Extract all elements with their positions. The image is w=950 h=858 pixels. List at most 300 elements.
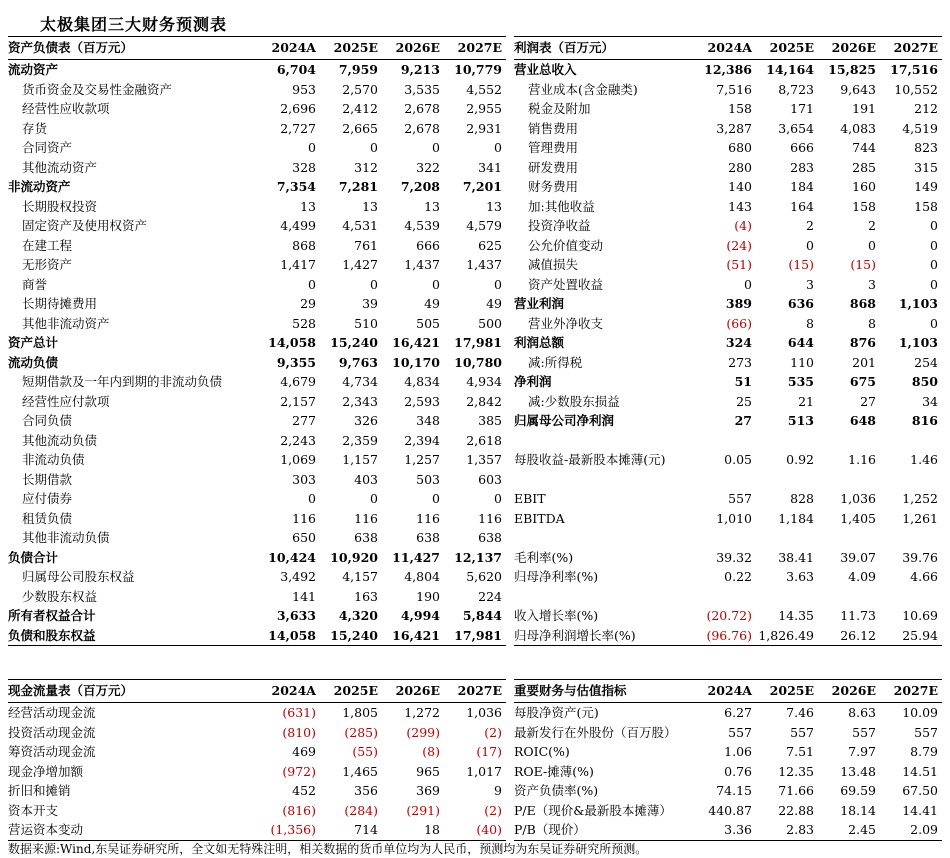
cell-value: (285) [344, 724, 378, 740]
cell-value [756, 587, 818, 607]
year-header: 2027E [880, 680, 942, 703]
cell-value: 141 [292, 588, 316, 604]
table-row [514, 450, 942, 470]
cell-value: 22.88 [778, 802, 814, 818]
year-header: 2024A [694, 37, 756, 60]
table-header-title: 资产负债表（百万元） [8, 37, 258, 60]
cell-value: (40) [444, 820, 506, 840]
year-header: 2027E [444, 37, 506, 60]
cell-value: 27 [860, 393, 876, 409]
cell-value: 650 [292, 530, 316, 545]
cell-value: 15,825 [828, 62, 876, 77]
cell-value: 17,981 [444, 626, 506, 646]
row-label: EBIT [514, 491, 546, 506]
row-label: 资本开支 [8, 802, 59, 818]
row-label: 每股净资产(元) [514, 705, 599, 720]
cell-value: 1,103 [898, 296, 938, 311]
cell-value: 3,287 [716, 120, 752, 136]
row-label: 净利润 [514, 374, 552, 389]
year-header: 2025E [320, 37, 382, 60]
cell-value: 7.51 [786, 744, 814, 759]
cell-value: 7,959 [338, 62, 378, 77]
cell-value: 0 [308, 140, 316, 155]
row-label: 经营性应付款项 [22, 393, 110, 409]
cell-value: 0.92 [786, 452, 814, 467]
row-label: 其他流动负债 [22, 432, 98, 448]
cell-value: 10,552 [894, 81, 938, 97]
cell-value: 7.46 [786, 705, 814, 720]
table-row [8, 392, 506, 412]
cell-value: 953 [292, 81, 316, 97]
cell-value [694, 528, 756, 548]
cell-value: 1.16 [848, 452, 876, 467]
cell-value: 7,516 [716, 81, 752, 97]
cell-value: 16,421 [382, 626, 444, 646]
cell-value: 2,618 [466, 432, 502, 448]
table-row [514, 489, 942, 509]
cell-value [756, 470, 818, 490]
table-row [514, 216, 942, 236]
row-label: 公允价值变动 [528, 237, 604, 253]
cell-value: 26.12 [818, 626, 880, 646]
cell-value: 10.69 [902, 608, 938, 623]
cell-value: 1,157 [342, 452, 378, 467]
cell-value: 0 [494, 276, 502, 292]
cell-value: 1,417 [280, 257, 316, 272]
table-row [514, 606, 942, 626]
table-row [514, 197, 942, 217]
table-row [8, 703, 506, 723]
cell-value: (816) [282, 802, 316, 818]
cell-value: 1,357 [466, 452, 502, 467]
cell-value: (284) [344, 802, 378, 818]
row-label: 归母净利润增长率(%) [514, 626, 694, 646]
table-row [8, 119, 506, 139]
year-header: 2026E [818, 37, 880, 60]
cell-value: 8.63 [848, 705, 876, 720]
cell-value: 1,826.49 [756, 626, 818, 646]
cell-value: 4,531 [342, 218, 378, 233]
cell-value [880, 431, 942, 451]
cell-value: 322 [416, 159, 440, 175]
cell-value: 10.09 [902, 705, 938, 720]
year-header: 2025E [320, 680, 382, 703]
row-label: 固定资产及使用权资产 [22, 218, 148, 233]
cell-value [818, 431, 880, 451]
table-row [514, 762, 942, 782]
cell-value: 505 [416, 315, 440, 331]
cell-value: 9,643 [840, 81, 876, 97]
cell-value: 965 [416, 763, 440, 779]
cell-value: 0.22 [724, 569, 752, 584]
row-label: P/E（现价&最新股本摊薄） [514, 802, 672, 818]
table-header-row [8, 680, 506, 703]
cell-value: 2,931 [466, 120, 502, 136]
cell-value: 184 [790, 179, 814, 194]
cell-value: 171 [790, 101, 814, 116]
cell-value: 3,492 [280, 569, 316, 584]
table-row [8, 333, 506, 353]
metrics-table [514, 679, 942, 841]
cell-value: 116 [354, 510, 378, 526]
row-label: 减:所得税 [528, 354, 583, 370]
table-row [8, 411, 506, 431]
cell-value: 29 [300, 296, 316, 311]
cell-value: 1,069 [280, 452, 316, 467]
cell-value: 1.46 [910, 452, 938, 467]
table-row [8, 177, 506, 197]
cell-value: 638 [478, 530, 502, 545]
year-header: 2027E [444, 680, 506, 703]
table-row [8, 548, 506, 568]
cell-value: 403 [354, 471, 378, 487]
row-label: 投资净收益 [528, 218, 591, 233]
cell-value: 3,535 [404, 81, 440, 97]
cell-value: 3 [806, 276, 814, 292]
cell-value: 283 [790, 159, 814, 175]
cell-value: 8 [868, 315, 876, 331]
table-row [8, 60, 506, 80]
cell-value: 2,394 [404, 432, 440, 448]
table-row [514, 528, 942, 548]
cell-value: (631) [282, 705, 316, 720]
row-label: 负债和股东权益 [8, 626, 258, 646]
year-header: 2026E [382, 680, 444, 703]
cell-value: 2,842 [466, 393, 502, 409]
cell-value [818, 587, 880, 607]
cell-value: 25.94 [880, 626, 942, 646]
table-row [514, 372, 942, 392]
table-row [514, 392, 942, 412]
table-row [514, 353, 942, 373]
cell-value: 2 [868, 218, 876, 233]
cell-value: 1,427 [342, 257, 378, 272]
cell-value: 13 [486, 198, 502, 214]
cell-value: (55) [352, 744, 378, 759]
cell-value: 39.76 [902, 549, 938, 565]
cell-value: 868 [849, 296, 876, 311]
cell-value: 503 [416, 471, 440, 487]
cell-value: (299) [406, 724, 440, 740]
cell-value: 513 [787, 413, 814, 428]
row-label: 资产负债率(%) [514, 783, 599, 798]
table-row [8, 820, 506, 840]
cell-value: (291) [406, 802, 440, 818]
row-label: 折旧和摊销 [8, 783, 71, 798]
cell-value: 4,834 [404, 374, 440, 389]
table-row [8, 528, 506, 548]
cell-value: 51 [734, 374, 752, 389]
cell-value: (24) [726, 237, 752, 253]
table-header-title: 利润表（百万元） [514, 37, 694, 60]
table-header-row [8, 37, 506, 60]
table-header-row [514, 680, 942, 703]
cell-value: 69.59 [840, 783, 876, 798]
row-label: 所有者权益合计 [8, 608, 96, 623]
cell-value: 4,083 [840, 120, 876, 136]
row-label: 管理费用 [528, 140, 579, 155]
cell-value: 625 [478, 237, 502, 253]
table-row [8, 275, 506, 295]
row-label: 租赁负债 [22, 510, 73, 526]
row-label: 财务费用 [528, 179, 579, 194]
cell-value: 71.66 [778, 783, 814, 798]
year-header: 2025E [756, 680, 818, 703]
row-label: 流动负债 [8, 354, 59, 370]
table-row [8, 294, 506, 314]
table-row [8, 781, 506, 801]
cell-value: 312 [354, 159, 378, 175]
cell-value: 1,437 [466, 257, 502, 272]
cell-value: 2,359 [342, 432, 378, 448]
table-row [8, 801, 506, 821]
cell-value: 110 [790, 354, 814, 370]
table-row [514, 60, 942, 80]
source-footnote: 数据来源:Wind,东吴证券研究所，全文如无特殊注明，相关数据的货币单位均为人民币，预测均为东吴证券研究所预测。 [8, 842, 648, 856]
cell-value: 1.06 [724, 744, 752, 759]
cell-value: 13 [300, 198, 316, 214]
cell-value: 4,679 [280, 374, 316, 389]
cell-value: 535 [787, 374, 814, 389]
cell-value: 1,465 [342, 763, 378, 779]
cell-value: 557 [728, 724, 752, 740]
row-label: 每股收益-最新股本摊薄(元) [514, 452, 666, 467]
table-row [514, 333, 942, 353]
cell-value: 1,257 [404, 452, 440, 467]
table-header-title: 现金流量表（百万元） [8, 680, 258, 703]
cell-value: 666 [416, 237, 440, 253]
cell-value: 315 [914, 159, 938, 175]
cell-value: 38.41 [778, 549, 814, 565]
cell-value: 21 [798, 393, 814, 409]
cell-value: 140 [728, 179, 752, 194]
cell-value: 6,704 [276, 62, 316, 77]
cell-value: 2,243 [280, 432, 316, 448]
cell-value: (1,356) [258, 820, 320, 840]
cell-value: 0 [744, 276, 752, 292]
cell-value: 2,955 [466, 101, 502, 116]
table-row [8, 372, 506, 392]
cell-value: 18.14 [840, 802, 876, 818]
cell-value: 14,058 [268, 335, 316, 350]
cell-value: 876 [849, 335, 876, 350]
cell-value: 8,723 [778, 81, 814, 97]
cell-value: 0 [370, 140, 378, 155]
cell-value: 648 [849, 413, 876, 428]
cell-value: (17) [476, 744, 502, 759]
cell-value: 254 [914, 354, 938, 370]
cell-value: 510 [354, 315, 378, 331]
cell-value: 324 [725, 335, 752, 350]
cell-value: 2.09 [880, 820, 942, 840]
cell-value: 341 [478, 159, 502, 175]
cell-value: 224 [478, 588, 502, 604]
table-row [514, 470, 942, 490]
cell-value: 277 [292, 413, 316, 428]
cell-value: 4,804 [404, 569, 440, 584]
table-row [8, 762, 506, 782]
table-row [514, 177, 942, 197]
cell-value: 14.41 [902, 802, 938, 818]
cell-value: 285 [852, 159, 876, 175]
cell-value: 49 [424, 296, 440, 311]
cell-value: 7,208 [400, 179, 440, 194]
cell-value: 39 [362, 296, 378, 311]
cell-value: (972) [282, 763, 316, 779]
cell-value: 2,678 [404, 120, 440, 136]
row-label: 存货 [22, 120, 48, 136]
row-label: 资产总计 [8, 335, 59, 350]
table-row [514, 548, 942, 568]
cell-value: 816 [911, 413, 938, 428]
row-label: ROIC(%) [514, 744, 570, 759]
table-row [514, 509, 942, 529]
cell-value: 5,844 [462, 608, 502, 623]
row-label: 流动资产 [8, 62, 59, 77]
cell-value: 4,320 [338, 608, 378, 623]
cell-value [694, 431, 756, 451]
cell-value: 1,405 [840, 510, 876, 526]
table-header-row [514, 37, 942, 60]
cell-value: 4.09 [848, 569, 876, 584]
table-row [8, 255, 506, 275]
cell-value: 4,579 [466, 218, 502, 233]
cell-value: 603 [478, 471, 502, 487]
cell-value: 2,665 [342, 120, 378, 136]
row-label [514, 587, 694, 607]
row-label: 短期借款及一年内到期的非流动负债 [22, 374, 223, 389]
cell-value: 143 [728, 198, 752, 214]
cell-value: 2 [806, 218, 814, 233]
table-row [514, 411, 942, 431]
row-label: 归属母公司股东权益 [22, 569, 135, 584]
cell-value: (2) [484, 724, 502, 740]
row-label: 其他流动资产 [22, 159, 98, 175]
row-label: P/B（现价） [514, 820, 694, 840]
table-row [514, 703, 942, 723]
cell-value: 12,137 [454, 549, 502, 565]
year-header: 2024A [258, 680, 320, 703]
table-row [8, 80, 506, 100]
cell-value [756, 528, 818, 548]
cell-value: 8.79 [910, 744, 938, 759]
table-row [8, 626, 506, 646]
cell-value: 4,157 [342, 569, 378, 584]
cell-value: 4,519 [902, 120, 938, 136]
cell-value: 557 [728, 491, 752, 506]
income-statement-table [514, 36, 942, 646]
cell-value: 27 [734, 413, 752, 428]
cell-value: 469 [292, 744, 316, 759]
cell-value: (20.72) [706, 608, 752, 623]
cell-value: 2,696 [280, 101, 316, 116]
cell-value: 714 [320, 820, 382, 840]
row-label: 资产处置收益 [528, 276, 604, 292]
cell-value: 3,654 [778, 120, 814, 136]
cell-value: 528 [292, 315, 316, 331]
cell-value: 160 [852, 179, 876, 194]
cell-value: 49 [486, 296, 502, 311]
cell-value: 191 [852, 101, 876, 116]
cell-value: 10,780 [454, 354, 502, 370]
cell-value: 7.97 [848, 744, 876, 759]
row-label: 投资活动现金流 [8, 724, 96, 740]
row-label: 研发费用 [528, 159, 579, 175]
cell-value: 15,240 [320, 626, 382, 646]
cell-value: 4,734 [342, 374, 378, 389]
cell-value: 389 [725, 296, 752, 311]
row-label: 筹资活动现金流 [8, 744, 96, 759]
table-row [8, 606, 506, 626]
row-label: 营业利润 [514, 296, 565, 311]
row-label: 合同资产 [22, 140, 73, 155]
cell-value: 34 [922, 393, 938, 409]
row-label: 销售费用 [528, 120, 579, 136]
table-row [8, 431, 506, 451]
cell-value: 557 [914, 724, 938, 740]
row-label: 非流动资产 [8, 179, 71, 194]
cell-value: 3.36 [694, 820, 756, 840]
cell-value: 500 [478, 315, 502, 331]
cell-value: 9,763 [338, 354, 378, 370]
cell-value: 1,184 [778, 510, 814, 526]
row-label: 其他非流动负债 [22, 530, 110, 545]
cell-value: 0 [930, 315, 938, 331]
cell-value [694, 587, 756, 607]
row-label: 营业外净收支 [528, 315, 604, 331]
cell-value [818, 470, 880, 490]
cell-value: 326 [354, 413, 378, 428]
cell-value: 1,017 [466, 763, 502, 779]
cell-value: (66) [726, 315, 752, 331]
cell-value: 67.50 [902, 783, 938, 798]
cell-value [880, 528, 942, 548]
cell-value: 17,981 [454, 335, 502, 350]
cell-value: 385 [478, 413, 502, 428]
row-label: 长期待摊费用 [22, 296, 98, 311]
cell-value: 4,994 [400, 608, 440, 623]
cell-value: 12,386 [704, 62, 752, 77]
table-row [8, 489, 506, 509]
cell-value: 0.76 [724, 763, 752, 779]
cell-value: 2.83 [756, 820, 818, 840]
table-row [514, 294, 942, 314]
cell-value: 8 [806, 315, 814, 331]
row-label: 营业成本(含金融类) [528, 81, 638, 97]
cell-value [880, 587, 942, 607]
year-header: 2024A [258, 37, 320, 60]
year-header: 2027E [880, 37, 942, 60]
row-label [514, 528, 694, 548]
cell-value: 369 [416, 783, 440, 798]
cell-value: 1,437 [404, 257, 440, 272]
table-row [8, 587, 506, 607]
row-label: 应付债券 [22, 491, 73, 506]
cell-value: 1,036 [840, 491, 876, 506]
cell-value: 13 [362, 198, 378, 214]
cell-value: 0 [868, 237, 876, 253]
cell-value: 201 [852, 354, 876, 370]
cell-value: (15) [788, 257, 814, 272]
cell-value: 1,010 [716, 510, 752, 526]
table-row [8, 197, 506, 217]
cell-value: 4,499 [280, 218, 316, 233]
table-row [8, 216, 506, 236]
cell-value: 1,805 [342, 705, 378, 720]
table-header-title: 重要财务与估值指标 [514, 680, 694, 703]
table-row [8, 236, 506, 256]
cell-value: 3.63 [786, 569, 814, 584]
